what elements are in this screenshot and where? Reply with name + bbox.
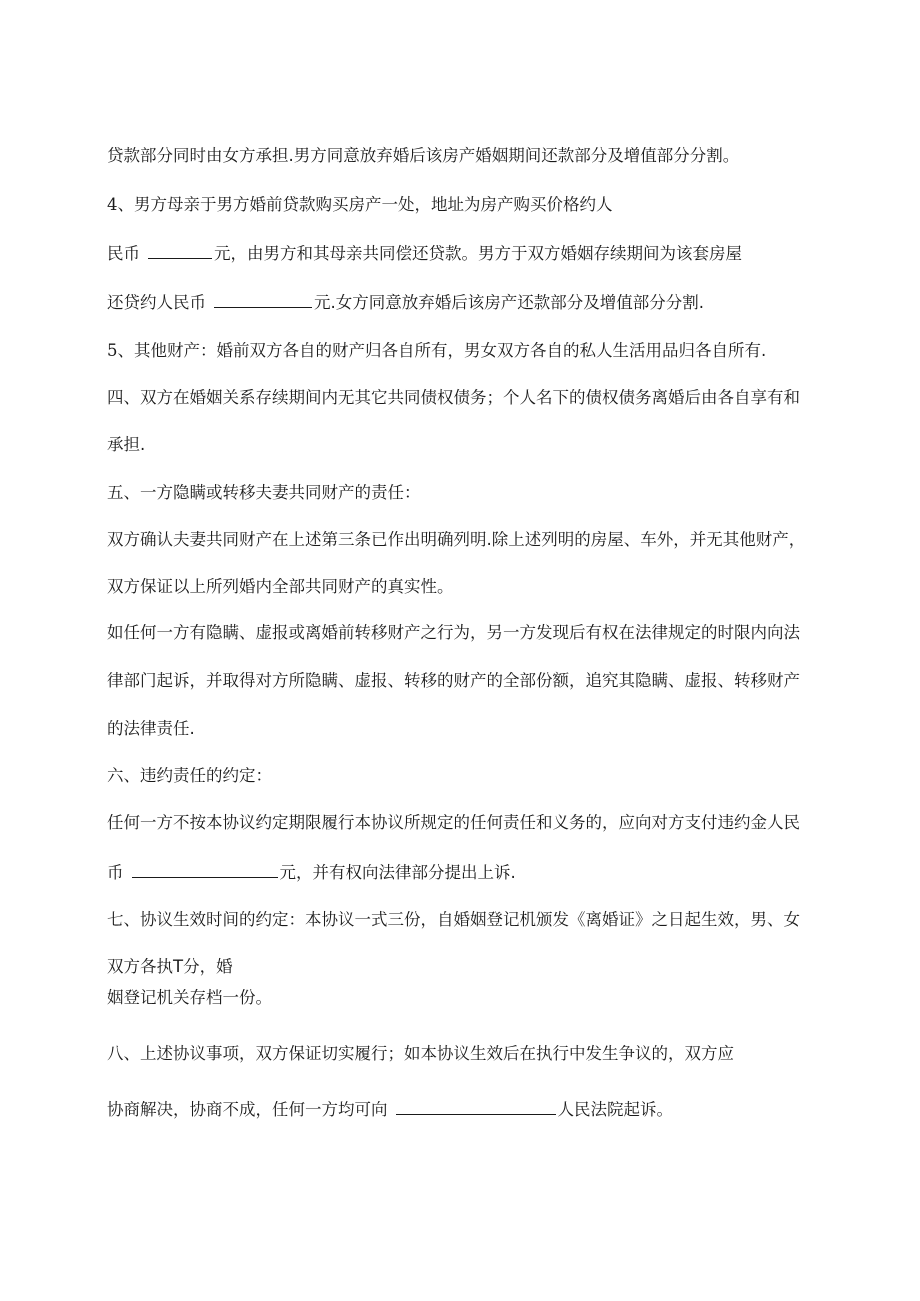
- paragraph-line: 还贷约人民币 元.女方同意放弃婚后该房产还款部分及增值部分分割.: [107, 293, 704, 312]
- section-heading: 六、违约责任的约定：: [107, 766, 272, 785]
- paragraph-line: 贷款部分同时由女方承担.男方同意放弃婚后该房产婚姻期间还款部分及增值部分分割。: [107, 146, 740, 165]
- paragraph-line: 4、男方母亲于男方婚前贷款购买房产一处，地址为房产购买价格约人: [107, 195, 613, 214]
- paragraph-line: 币 元，并有权向法律部分提出上诉.: [107, 863, 516, 882]
- item-number: 5: [107, 341, 118, 360]
- item-number: 4: [107, 195, 118, 214]
- paragraph-line: 承担.: [107, 435, 146, 454]
- paragraph-line: 如任何一方有隐瞒、虚报或离婚前转移财产之行为，另一方发现后有权在法律规定的时限内向法: [107, 623, 800, 642]
- paragraph-line: 的法律责任.: [107, 719, 195, 738]
- paragraph-line: 四、双方在婚姻关系存续期间内无其它共同债权债务；个人名下的债权债务离婚后由各自享有和: [107, 388, 800, 407]
- paragraph-line: 七、协议生效时间的约定：本协议一式三份，自婚姻登记机颁发《离婚证》之日起生效，男、女: [107, 910, 800, 929]
- fill-blank[interactable]: [214, 292, 312, 308]
- paragraph-line: 姻登记机关存档一份。: [107, 988, 272, 1007]
- fill-blank[interactable]: [396, 1099, 556, 1115]
- paragraph-line: 5、其他财产：婚前双方各自的财产归各自所有，男女双方各自的私人生活用品归各自所有.: [107, 341, 767, 360]
- paragraph-line: 律部门起诉，并取得对方所隐瞒、虚报、转移的财产的全部份额，追究其隐瞒、虚报、转移财产: [107, 671, 800, 690]
- paragraph-line: 八、上述协议事项，双方保证切实履行；如本协议生效后在执行中发生争议的，双方应: [107, 1044, 734, 1063]
- paragraph-line: 双方保证以上所列婚内全部共同财产的真实性。: [107, 577, 454, 596]
- fill-blank[interactable]: [148, 243, 212, 259]
- paragraph-line: 双方各执T分，婚: [107, 957, 233, 976]
- paragraph-line: 民币 元，由男方和其母亲共同偿还贷款。男方于双方婚姻存续期间为该套房屋: [107, 244, 742, 263]
- fill-blank[interactable]: [132, 862, 278, 878]
- section-heading: 五、一方隐瞒或转移夫妻共同财产的责任：: [107, 483, 421, 502]
- paragraph-line: 任何一方不按本协议约定期限履行本协议所规定的任何责任和义务的，应向对方支付违约金人民: [107, 813, 800, 832]
- paragraph-line: 协商解决，协商不成，任何一方均可向 人民法院起诉。: [107, 1100, 673, 1119]
- paragraph-line: 双方确认夫妻共同财产在上述第三条已作出明确列明.除上述列明的房屋、车外，并无其他财产，: [107, 530, 806, 549]
